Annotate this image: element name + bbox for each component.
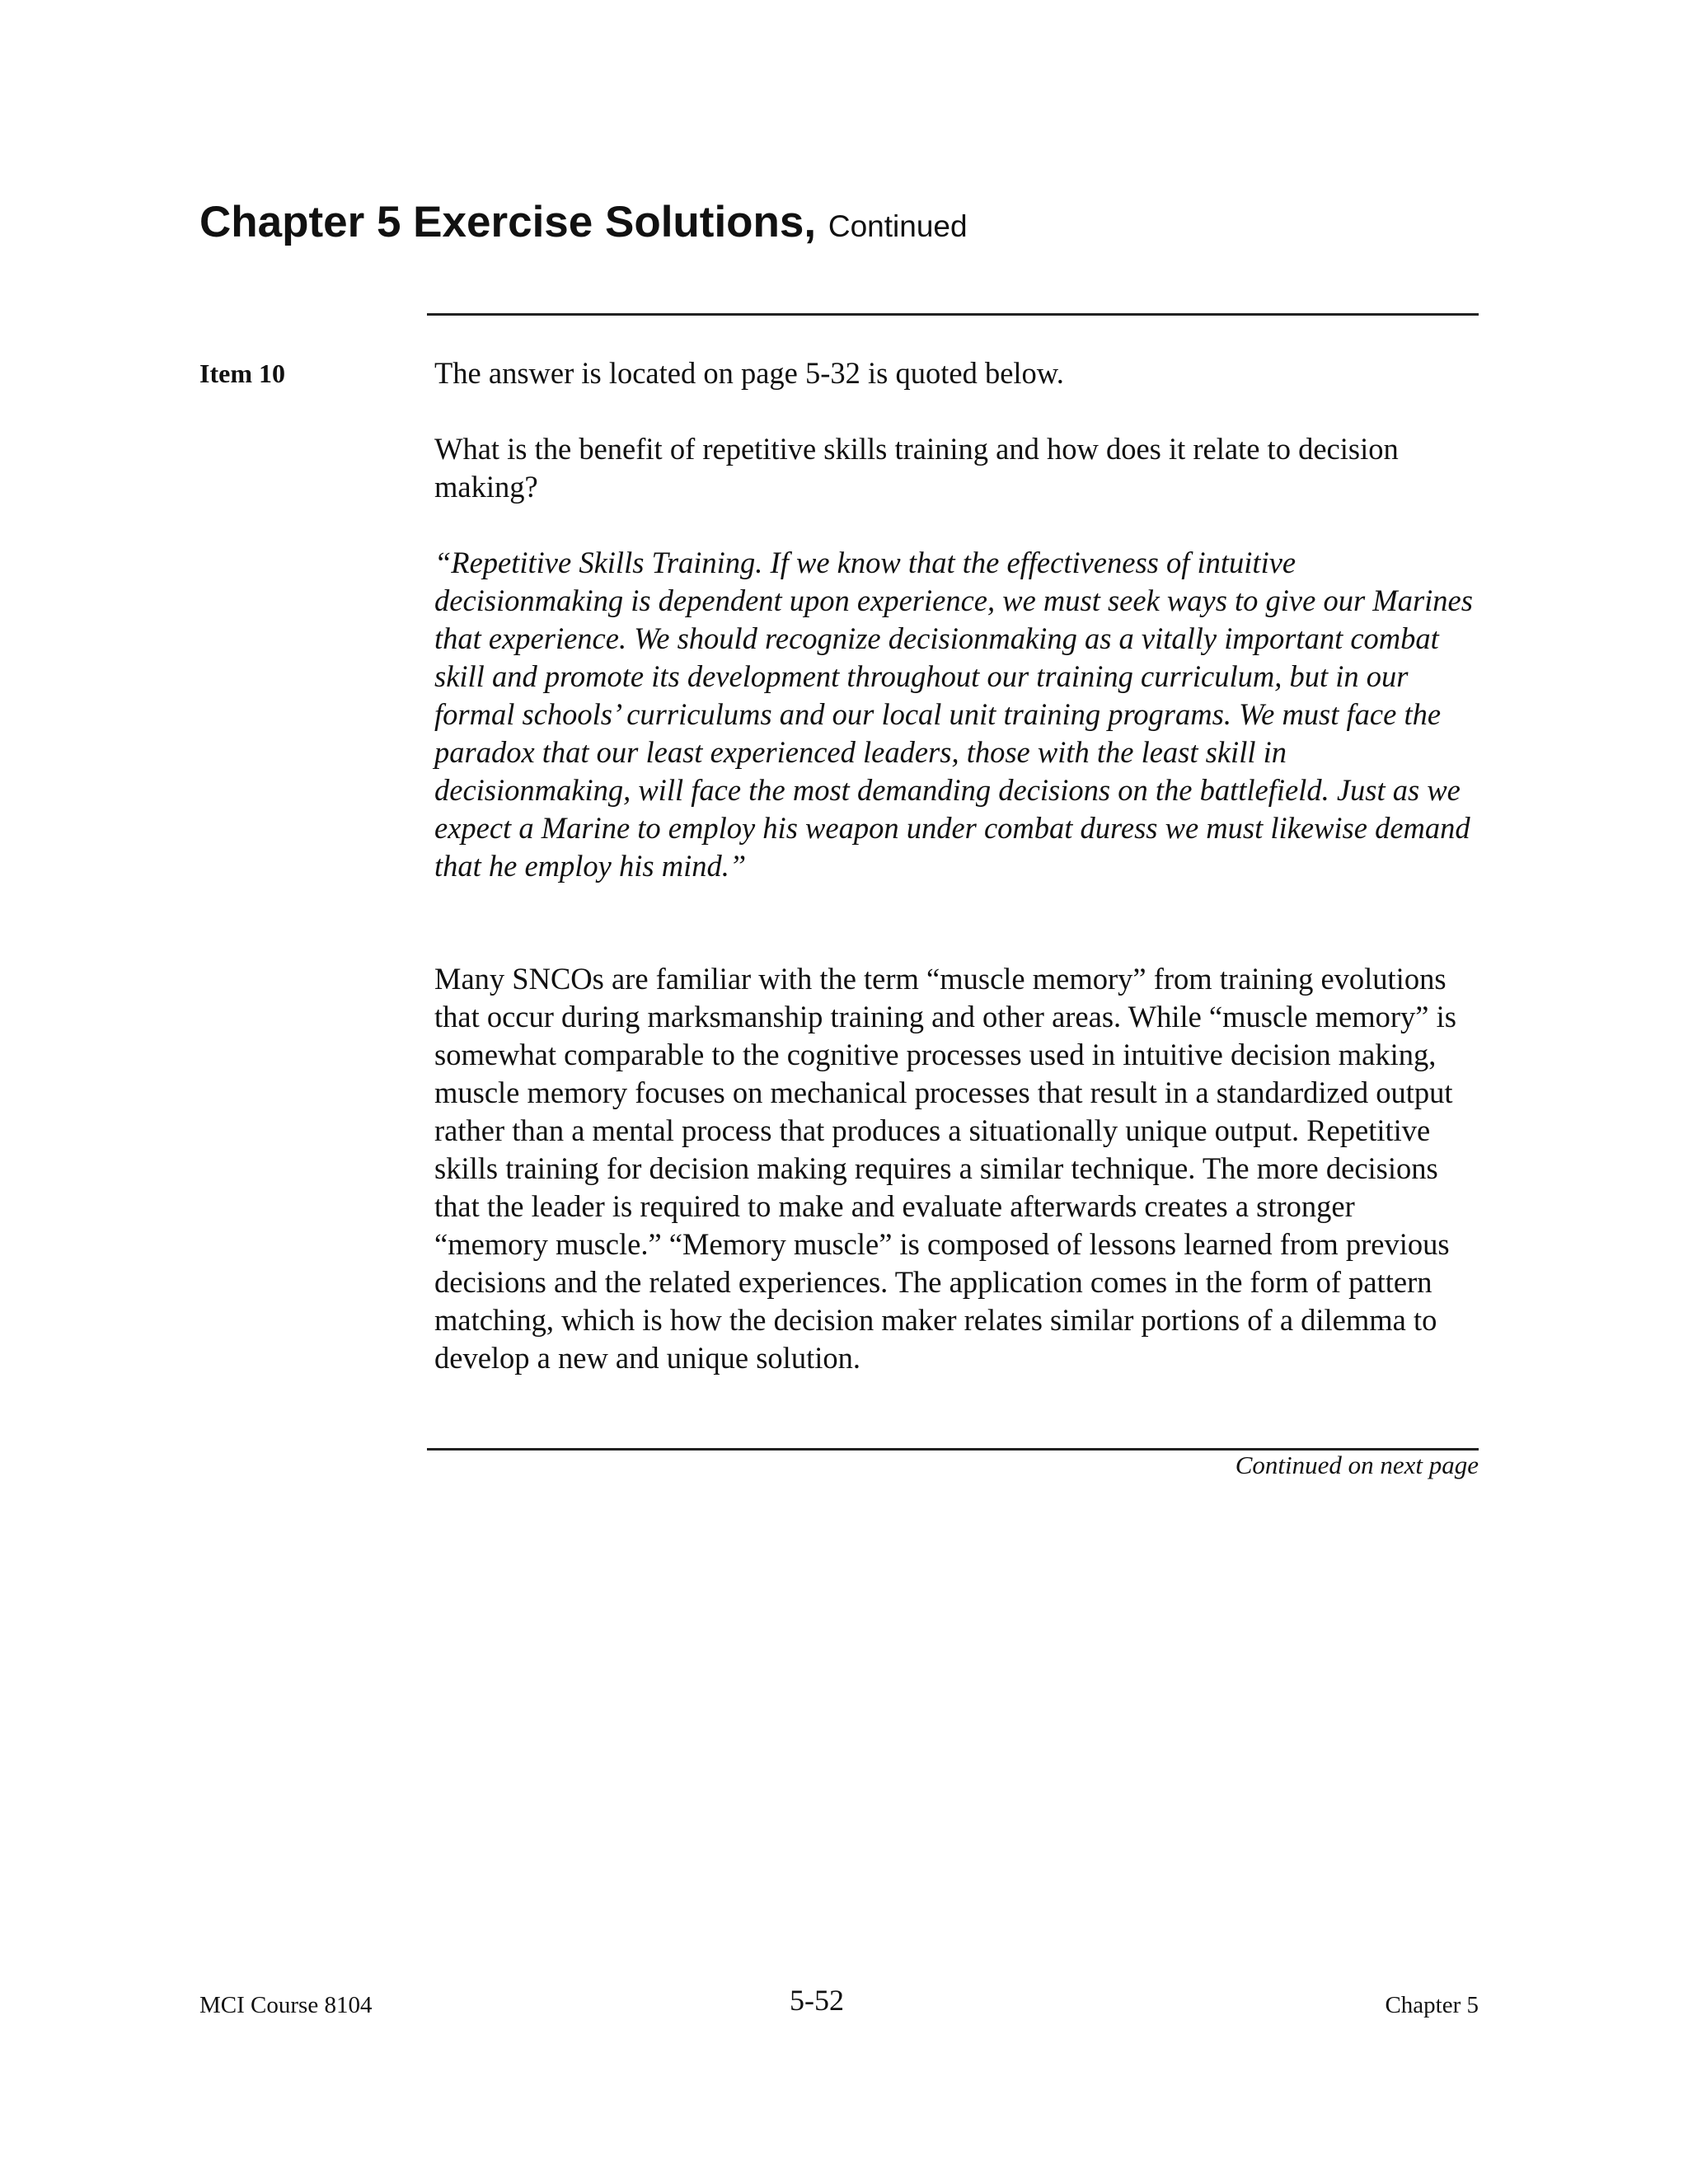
answer-intro	[434, 354, 1475, 392]
footer-chapter: Chapter 5	[1385, 1992, 1479, 2018]
footer-page-number: 5-52	[790, 1984, 844, 2017]
quote-block	[434, 544, 1475, 885]
chapter-title: Chapter 5 Exercise Solutions,	[199, 198, 817, 246]
continued-on-next-page: Continued on next page	[1235, 1451, 1479, 1479]
answer-intro-text: The answer is located on page 5-32 is quoted below.	[434, 356, 1064, 390]
quote-text: “Repetitive Skills Training. If we know that the effectiveness of intuitive decisionmaking is dependent upon experience, we must seek ways to give our Marines that experience. We should recognize decisionmaking as a vitally important combat skill and promote its development throughout our training curriculum, but in our formal schools’ curriculums and our local unit training programs. We must face the paradox that our least experienced leaders, those with the least skill in decisionmaking, will face the most demanding decisions on the battlefield. Just as we expect a Marine to employ his weapon under combat duress we must likewise demand that he employ his mind.”	[434, 546, 1473, 883]
explanation-block	[434, 960, 1475, 1377]
chapter-heading	[199, 194, 968, 255]
footer-course: MCI Course 8104	[199, 1992, 373, 2018]
question-block	[434, 430, 1423, 506]
explanation-text: Many SNCOs are familiar with the term “muscle memory” from training evolutions that occur during marksmanship training and other areas. While “muscle memory” is somewhat comparable to the cognitive processes used in intuitive decision making, muscle memory focuses on mechanical processes that result in a standardized output rather than a mental process that produces a situationally unique output. Repetitive skills training for decision making requires a similar technique. The more decisions that the leader is required to make and evaluate afterwards creates a stronger “memory muscle.” “Memory muscle” is composed of lessons learned from previous decisions and the related experiences. The application comes in the form of pattern matching, which is how the decision maker relates similar portions of a dilemma to develop a new and unique solution.	[434, 962, 1456, 1375]
question-text: What is the benefit of repetitive skills training and how does it relate to decision making?	[434, 432, 1399, 504]
item-label: Item 10	[199, 359, 285, 388]
continued-label: Continued	[828, 209, 968, 243]
top-divider	[427, 313, 1479, 316]
